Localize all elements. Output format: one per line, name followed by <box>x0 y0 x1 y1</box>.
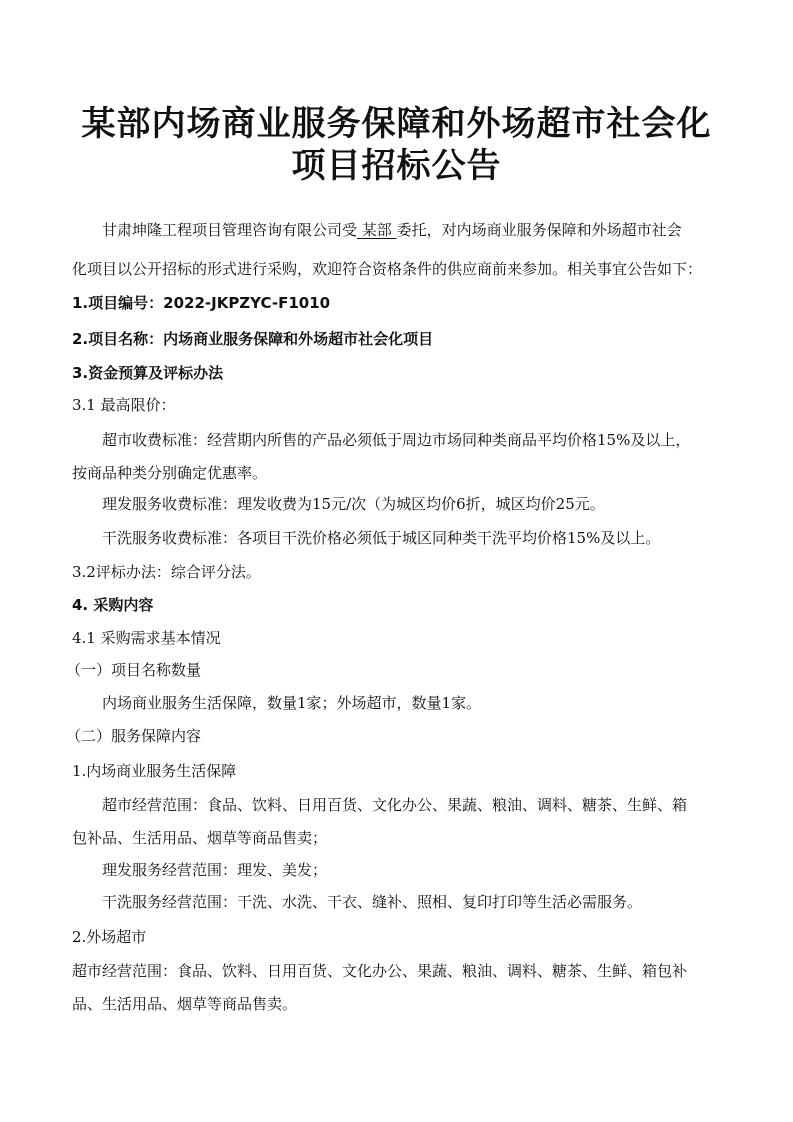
project-name: 2.项目名称：内场商业服务保障和外场超市社会化项目 <box>72 330 434 348</box>
document-title-line-1: 某部内场商业服务保障和外场超市社会化 <box>81 104 712 144</box>
document-title-line-2: 项目招标公告 <box>291 146 502 186</box>
section-3-2-evaluation-method: 3.2评标办法：综合评分法。 <box>72 563 261 581</box>
subsection-1-title: （一）项目名称数量 <box>66 661 202 679</box>
item-1-dry-cleaning-scope: 干洗服务经营范围：干洗、水洗、干衣、缝补、照相、复印打印等生活必需服务。 <box>102 893 643 911</box>
item-1-supermarket-scope-line-1: 超市经营范围：食品、饮料、日用百货、文化办公、果蔬、粮油、调料、糖茶、生鲜、箱 <box>102 796 688 814</box>
intro-paragraph-line-2: 化项目以公开招标的形式进行采购，欢迎符合资格条件的供应商前来参加。相关事宜公告如下： <box>72 260 703 278</box>
section-heading-procurement: 4. 采购内容 <box>72 596 154 614</box>
supermarket-fee-standard-line-2: 按商品种类分别确定优惠率。 <box>72 464 268 482</box>
entrusting-party: 某部 <box>357 221 397 239</box>
intro-text-continued: 委托，对内场商业服务保障和外场超市社会 <box>396 221 682 239</box>
barber-fee-standard: 理发服务收费标准：理发收费为15元/次（为城区均价6折，城区均价25元。 <box>102 495 605 513</box>
item-1-barber-scope: 理发服务经营范围：理发、美发； <box>102 861 328 879</box>
supermarket-fee-standard-line-1: 超市收费标准：经营期内所售的产品必须低于周边市场同种类商品平均价格15%及以上， <box>102 431 691 449</box>
section-4-1-requirements: 4.1 采购需求基本情况 <box>72 629 221 647</box>
project-number: 1.项目编号：2022-JKPZYC-F1010 <box>72 294 331 312</box>
intro-paragraph-line-1 <box>102 220 682 240</box>
item-1-supermarket-scope-line-2: 包补品、生活用品、烟草等商品售卖； <box>72 829 328 847</box>
item-2-supermarket-scope-line-2: 品、生活用品、烟草等商品售卖。 <box>72 995 298 1013</box>
item-2-title: 2.外场超市 <box>72 928 147 946</box>
dry-cleaning-fee-standard: 干洗服务收费标准：各项目干洗价格必须低于城区同种类干洗平均价格15%及以上。 <box>102 529 661 547</box>
subsection-1-text: 内场商业服务生活保障，数量1家；外场超市，数量1家。 <box>102 694 482 712</box>
intro-text: 甘肃坤隆工程项目管理咨询有限公司受 <box>102 221 358 239</box>
subsection-2-title: （二）服务保障内容 <box>66 727 202 745</box>
section-heading-budget: 3.资金预算及评标办法 <box>72 364 224 382</box>
item-1-title: 1.内场商业服务生活保障 <box>72 762 237 780</box>
item-2-supermarket-scope-line-1: 超市经营范围：食品、饮料、日用百货、文化办公、果蔬、粮油、调料、糖茶、生鲜、箱包补 <box>72 962 688 980</box>
section-3-1-max-price: 3.1 最高限价： <box>72 396 176 414</box>
